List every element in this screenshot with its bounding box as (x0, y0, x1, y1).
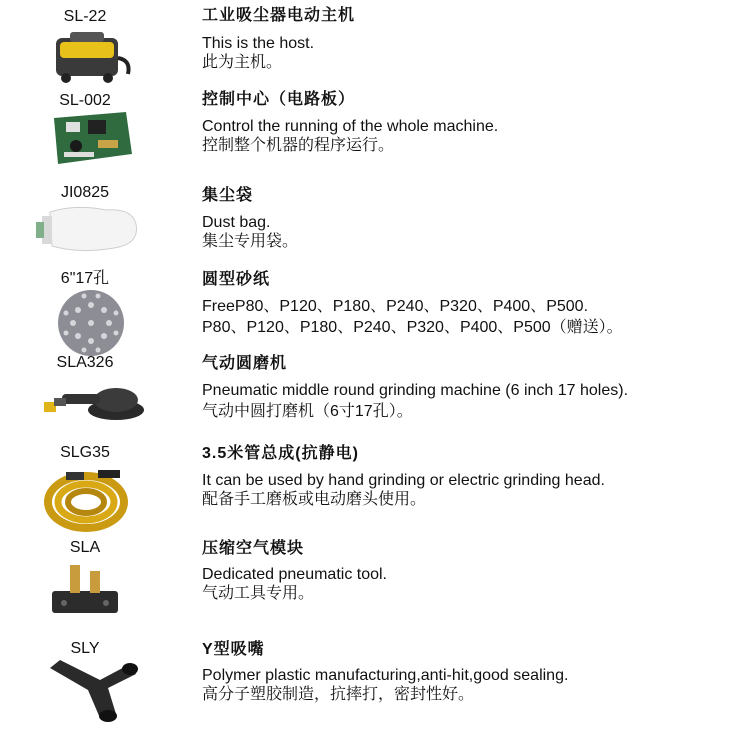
item-title: 压缩空气模块 (202, 540, 305, 557)
pneumatic-sander-icon (36, 376, 136, 426)
item-description-en: This is the host. (202, 35, 315, 52)
hose-coil-icon (36, 466, 136, 532)
product-code: 6"17孔 (60, 270, 110, 287)
product-code: JI0825 (60, 184, 110, 201)
item-description-en: Control the running of the whole machine. (202, 118, 499, 135)
item-title: 控制中心（电路板） (202, 91, 356, 108)
sanding-disc-icon (36, 288, 136, 358)
product-code: SLA (69, 539, 101, 556)
vacuum-host-icon (36, 28, 136, 84)
product-code: SLA326 (56, 354, 114, 371)
product-code: SLY (70, 640, 100, 657)
product-code: SL-002 (59, 92, 111, 109)
item-description-cn: 控制整个机器的程序运行。 (202, 137, 395, 154)
item-description-cn: 此为主机。 (202, 54, 283, 71)
item-title: 气动圆磨机 (202, 355, 288, 372)
item-description-en: Polymer plastic manufacturing,anti-hit,good sealing. (202, 667, 569, 684)
item-description-en: Pneumatic middle round grinding machine (6 inch 17 holes). (202, 382, 629, 399)
item-description-en: Dust bag. (202, 214, 271, 231)
item-title: 工业吸尘器电动主机 (202, 7, 356, 24)
item-title: Y型吸嘴 (202, 641, 265, 658)
item-title: 3.5米管总成(抗静电) (202, 445, 359, 462)
item-title: 集尘袋 (202, 187, 254, 204)
item-description-en: It can be used by hand grinding or electric grinding head. (202, 472, 605, 489)
item-description-en: Dedicated pneumatic tool. (202, 566, 387, 583)
circuit-board-icon (36, 110, 136, 168)
item-description-en: FreeP80、P120、P180、P240、P320、P400、P500. (202, 298, 589, 315)
item-description-cn: 气动中圆打磨机（6寸17孔）。 (202, 403, 413, 420)
dust-bag-icon (36, 204, 136, 254)
item-description-cn: 集尘专用袋。 (202, 233, 299, 250)
item-description-cn: 高分子塑胶制造，抗摔打，密封性好。 (202, 686, 475, 703)
item-description-cn: 配备手工磨板或电动磨头使用。 (202, 491, 427, 508)
product-code: SL-22 (63, 8, 107, 25)
product-code: SLG35 (60, 444, 110, 461)
air-module-icon (36, 559, 136, 619)
y-nozzle-icon (36, 660, 136, 730)
item-title: 圆型砂纸 (202, 271, 271, 288)
item-description-cn: 气动工具专用。 (202, 585, 315, 602)
item-description-cn: P80、P120、P180、P240、P320、P400、P500（赠送）。 (202, 319, 623, 336)
